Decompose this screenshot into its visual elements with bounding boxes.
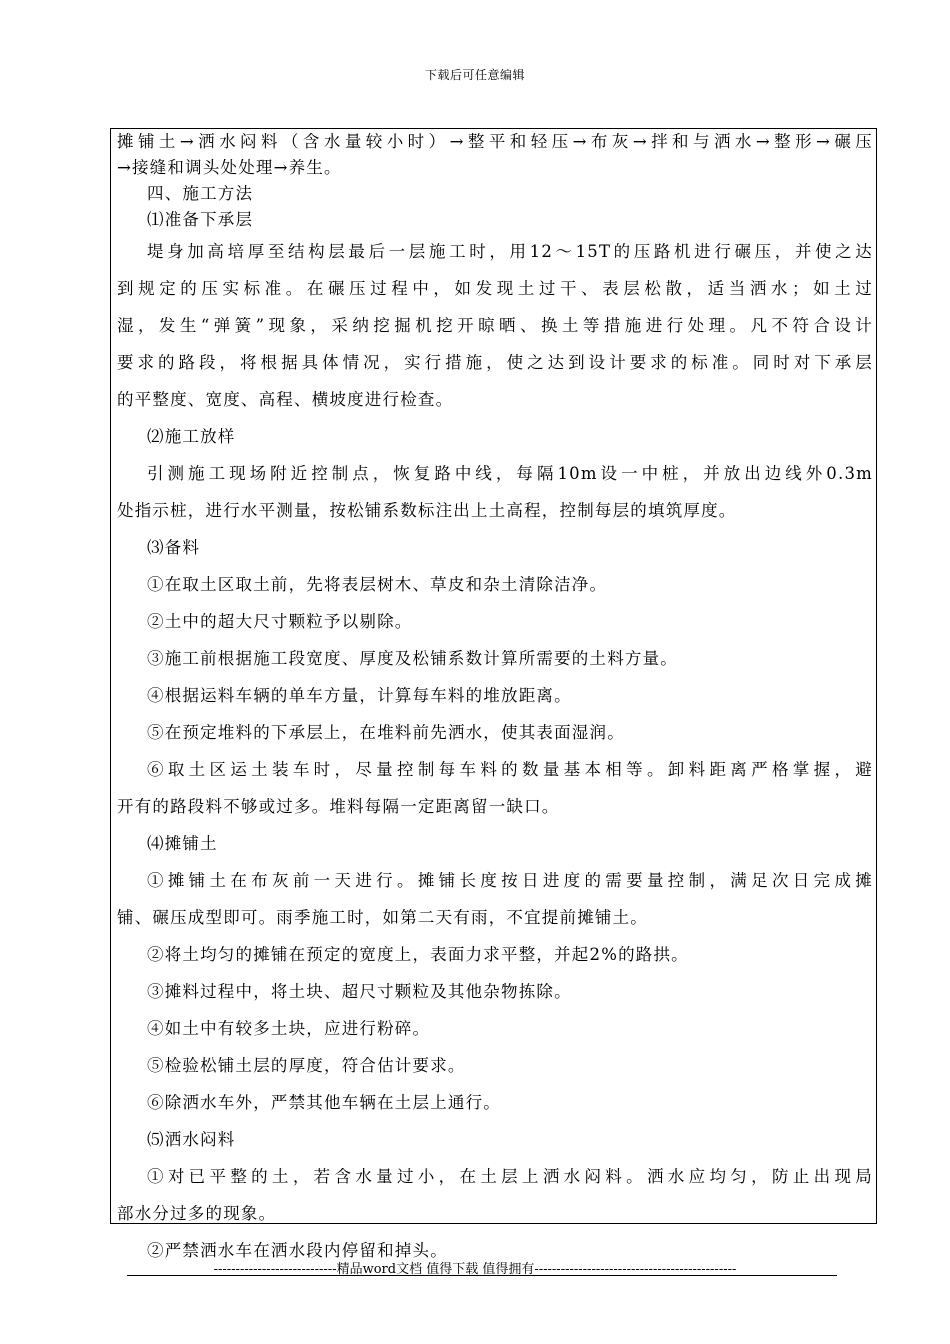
- footer-divider: [127, 1275, 837, 1276]
- list-item: ②土中的超大尺寸颗粒予以剔除。: [147, 612, 413, 631]
- list-item: ⑥取土区运土装车时，尽量控制每车料的数量基本相等。卸料距离严格掌握，避: [147, 760, 873, 779]
- list-item: ①对已平整的土，若含水量过小，在土层上洒水闷料。洒水应均匀，防止出现局: [147, 1167, 873, 1186]
- paragraph-line: 的平整度、宽度、高程、横坡度进行检查。: [117, 390, 454, 409]
- subsection-heading: ⑷摊铺土: [147, 834, 218, 853]
- list-item: ①摊铺土在布灰前一天进行。摊铺长度按日进度的需要量控制，满足次日完成摊: [147, 871, 873, 890]
- list-item: ④如土中有较多土块，应进行粉碎。: [147, 1019, 431, 1038]
- subsection-heading: ⑸洒水闷料: [147, 1130, 236, 1149]
- document-body: [117, 129, 873, 1269]
- subsection-heading: ⑵施工放样: [147, 427, 236, 446]
- list-item-continuation: 开有的路段料不够或过多。堆料每隔一定距离留一缺口。: [117, 797, 560, 816]
- list-item: ③摊料过程中，将土块、超尺寸颗粒及其他杂物拣除。: [147, 982, 572, 1001]
- subsection-heading: ⑶备料: [147, 538, 201, 557]
- list-item-continuation: 铺、碾压成型即可。雨季施工时，如第二天有雨，不宜提前摊铺土。: [117, 908, 648, 927]
- list-item: ⑤检验松铺土层的厚度，符合估计要求。: [147, 1056, 466, 1075]
- process-flow-line: →接缝和调头处处理→养生。: [117, 158, 342, 177]
- paragraph-line: 到规定的压实标准。在碾压过程中，如发现土过干、表层松散，适当洒水；如土过: [117, 279, 873, 298]
- list-item: ②将土均匀的摊铺在预定的宽度上，表面力求平整，并起2%的路拱。: [147, 945, 689, 964]
- list-item-continuation: 部水分过多的现象。: [117, 1204, 277, 1223]
- paragraph-line: 湿，发生“弹簧”现象，采纳挖掘机挖开晾晒、换土等措施进行处理。凡不符合设计: [117, 316, 873, 335]
- paragraph-line: 堤身加高培厚至结构层最后一层施工时，用12～15T的压路机进行碾压，并使之达: [147, 242, 873, 261]
- list-item: ④根据运料车辆的单车方量，计算每车料的堆放距离。: [147, 686, 572, 705]
- process-flow-line: 摊铺土→洒水闷料（含水量较小时）→整平和轻压→布灰→拌和与洒水→整形→碾压: [117, 132, 873, 151]
- subsection-heading: ⑴准备下承层: [147, 210, 254, 229]
- paragraph-prepare-base: [117, 233, 873, 1269]
- list-item: ⑥除洒水车外，严禁其他车辆在土层上通行。: [147, 1093, 501, 1112]
- paragraph-line: 引测施工现场附近控制点，恢复路中线，每隔10m设一中桩，并放出边线外0.3m: [147, 464, 873, 483]
- list-item: ②严禁洒水车在洒水段内停留和掉头。: [147, 1241, 448, 1260]
- list-item: ⑤在预定堆料的下承层上，在堆料前先洒水，使其表面湿润。: [147, 723, 625, 742]
- page-header: 下载后可任意编辑: [424, 68, 525, 82]
- list-item: ①在取土区取土前，先将表层树木、草皮和杂土清除洁净。: [147, 575, 608, 594]
- section-heading: 四、施工方法: [147, 184, 254, 203]
- paragraph-line: 处指示桩，进行水平测量，按松铺系数标注出上土高程，控制每层的填筑厚度。: [117, 501, 737, 520]
- page-footer: ----------------------------精品word文档 值得下载 值得拥有----------------------------------------------: [213, 1262, 737, 1277]
- paragraph-line: 要求的路段，将根据具体情况，实行措施，使之达到设计要求的标准。同时对下承层: [117, 353, 873, 372]
- list-item: ③施工前根据施工段宽度、厚度及松铺系数计算所需要的土料方量。: [147, 649, 678, 668]
